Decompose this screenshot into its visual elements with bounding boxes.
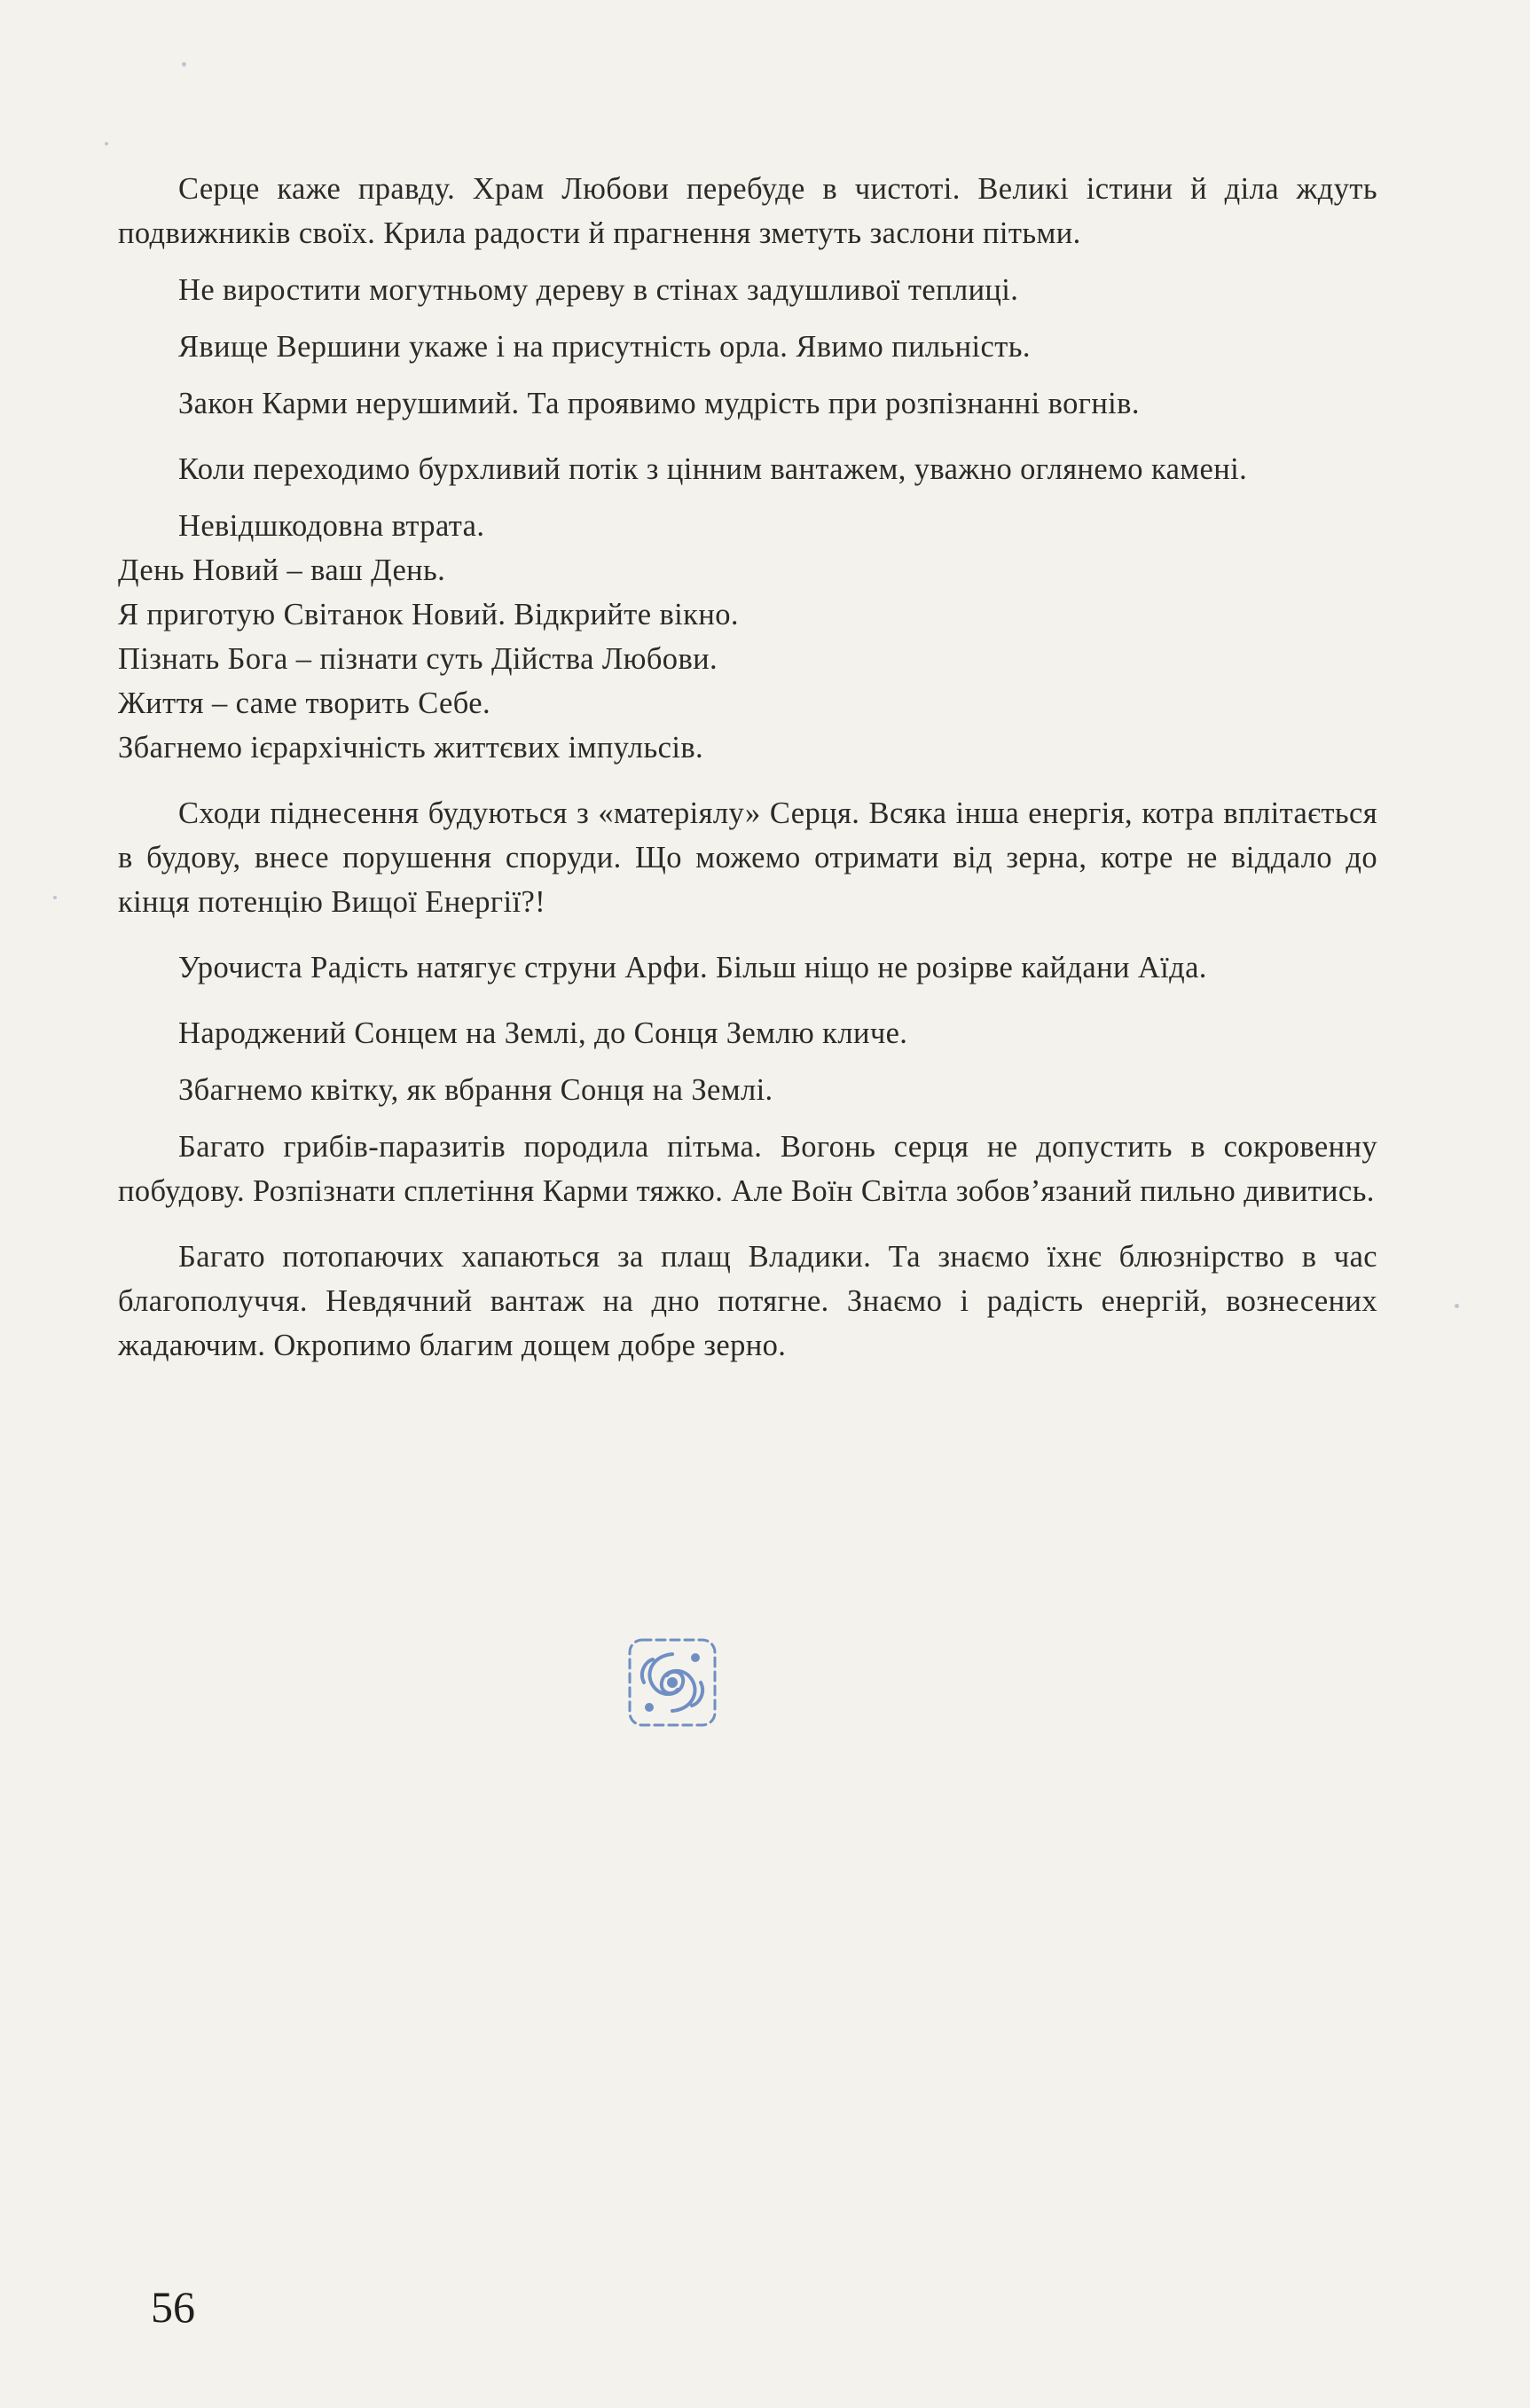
paragraph: Закон Карми нерушимий. Та проявимо мудрість при розпізнанні вогнів.: [178, 387, 1140, 420]
paragraph: Багато потопаючих хапаються за плащ Владики. Та знаємо їхнє блюзнірство в час благополуччя. Невдячний вантаж на дно потягне. Знаємо і радість енергій, вознесених жадаючим. Окропимо благим дощем добре зерно.: [118, 1240, 1377, 1362]
verse-line: Життя – саме творить Себе.: [118, 686, 490, 720]
paragraph: Народжений Сонцем на Землі, до Сонця Землю кличе.: [178, 1016, 908, 1050]
verse-line: Збагнемо ієрархічність життєвих імпульсів.: [118, 731, 704, 765]
text-block: [118, 167, 1377, 1368]
paragraph: Невідшкодовна втрата.: [178, 509, 485, 543]
verse-line: Пізнать Бога – пізнати суть Дійства Любови.: [118, 642, 718, 676]
print-speck: [53, 896, 57, 899]
page-number: 56: [151, 2282, 195, 2332]
paragraph: Багато грибів-паразитів породила пітьма. Вогонь серця не допустить в сокровенну побудову. Розпізнати сплетіння Карми тяжко. Але Воїн Світла зобов’язаний пильно дивитись.: [118, 1130, 1377, 1208]
paragraph: Коли переходимо бурхливий потік з цінним вантажем, уважно оглянемо камені.: [178, 452, 1248, 486]
paragraph: Явище Вершини укаже і на присутність орла. Явимо пильність.: [178, 330, 1031, 364]
print-speck: [182, 62, 186, 67]
verse-line: День Новий – ваш День.: [118, 553, 446, 587]
verse-line: Я приготую Світанок Новий. Відкрийте вікно.: [118, 598, 739, 631]
print-speck: [105, 142, 108, 145]
floral-vignette-icon: [626, 1636, 718, 1729]
paragraph: Серце каже правду. Храм Любови перебуде в чистоті. Великі істини й діла ждуть подвижників своїх. Крила радости й прагнення зметуть заслони пітьми.: [118, 172, 1377, 250]
paragraph: Сходи піднесення будуються з «матеріялу» Серця. Всяка інша енергія, котра вплітається в будову, внесе порушення споруди. Що можемо отримати від зерна, котре не віддало до кінця потенцію Вищої Енергії?!: [118, 796, 1377, 919]
paragraph: Збагнемо квітку, як вбрання Сонця на Землі.: [178, 1073, 773, 1107]
print-speck: [1455, 1304, 1459, 1308]
paragraph: Не виростити могутньому дереву в стінах задушливої теплиці.: [178, 273, 1019, 307]
paragraph: Урочиста Радість натягує струни Арфи. Більш ніщо не розірве кайдани Аїда.: [178, 951, 1207, 984]
